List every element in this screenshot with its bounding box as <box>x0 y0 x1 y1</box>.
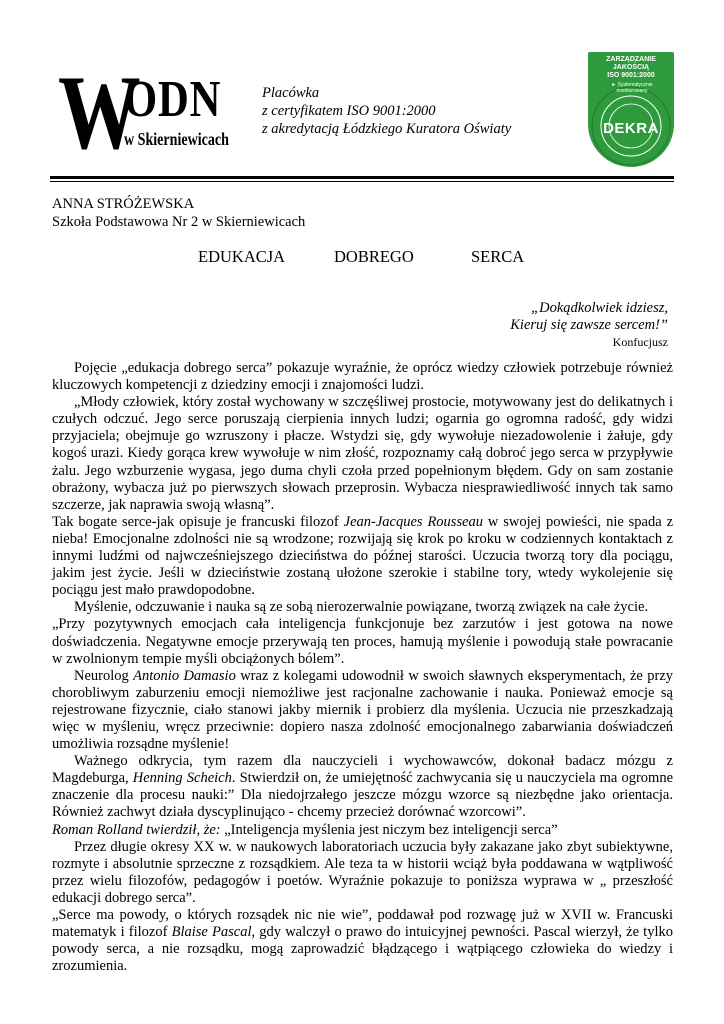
badge-title <box>598 56 664 80</box>
title-word: EDUKACJA <box>198 247 286 266</box>
author-name: ANNA STRÓŻEWSKA <box>52 196 195 212</box>
paragraph <box>52 514 673 599</box>
article-title <box>198 247 524 267</box>
motto <box>510 300 668 350</box>
text-run: Roman Rolland twierdził, że: <box>52 821 225 838</box>
badge-brand: DEKRA <box>603 120 659 137</box>
paragraph: „Przy pozytywnych emocjach cała inteligencja funkcjonuje bez zarzutów i jest gotowa na nowe doświadczenia. Negatywne emocje przerywają ten proces, hamują myślenie i powodują stałe powracanie w zwolnionym tempie myśli obciążonych bólem”. <box>52 616 673 667</box>
badge-systems: ► Systematycznie monitorowany <box>611 82 653 94</box>
person-name: Jean-Jacques Rousseau <box>343 513 484 530</box>
motto-line: Kieruj się zawsze sercem!” <box>510 317 668 333</box>
text-run: Ważnego odkrycia, tym razem dla nauczycieli i wychowawców, dokonał badacz mózgu z Magdeburga, <box>52 753 673 787</box>
paragraph <box>52 753 673 821</box>
iso-certification-badge <box>586 50 676 168</box>
text-run: . Stwierdził on, że umiejętność zachwycania się u nauczyciela ma ogromne znaczenie dla procesu nauki:” Dla niedojrzałego jeszcze mózgu wzorce są niezbędne jako orientacja. Również zachwyt działa dyscyplinująco - chcemy przecież dorównać wzorcowi”. <box>52 770 673 821</box>
paragraph <box>52 822 673 839</box>
person-name: Henning Scheich <box>132 770 232 787</box>
motto-author: Konfucjusz <box>612 335 668 349</box>
article-body <box>52 360 673 975</box>
paragraph <box>52 907 673 975</box>
badge-line: ISO 9001:2000 <box>607 72 655 79</box>
title-word: SERCA <box>471 247 525 266</box>
badge-line: JAKOŚCIĄ <box>612 64 650 71</box>
text-run: „Inteligencja myślenia jest niczym bez inteligencji serca” <box>224 821 558 838</box>
header-info <box>262 84 511 138</box>
header-info-line: z akredytacją Łódzkiego Kuratora Oświaty <box>262 121 512 137</box>
header-info-line: Placówka <box>262 85 320 101</box>
text-run: Neurolog <box>74 667 134 684</box>
paragraph <box>52 668 673 753</box>
text-run: wraz z kolegami udowodnił w swoich sławnych eksperymentach, że przy chorobliwym zaburzeniu emocji niemożliwe jest racjonalne zachowanie i nauka. Ponieważ emocje są rejestrowane fizycznie, ciało stanowi jakby miernik i probierz dla myślenia. Uczucia nie przeszkadzają więc w myśleniu, wręcz przeciwnie: dopiero nasza zdolność emocjonalnego zabarwiania doświadczeń umożliwia rozsądne myślenie! <box>52 667 674 753</box>
title-word: DOBREGO <box>334 247 414 266</box>
paragraph: Myślenie, odczuwanie i nauka są ze sobą nierozerwalnie powiązane, tworzą związek na całe życie. <box>74 599 649 616</box>
logo-subtitle: w Skierniewicach <box>124 129 229 149</box>
text-run: Tak bogate serce-jak opisuje je francuski filozof <box>52 513 344 530</box>
paragraph: Pojęcie „edukacja dobrego serca” pokazuje wyraźnie, że oprócz wiedzy człowiek potrzebuje również kluczowych kompetencji z dziedziny emocji i znajomości ludzi. <box>52 360 673 394</box>
text-run: w swojej powieści, nie spada z nieba! Emocjonalne zdolności nie są wrodzone; rozwijają się krok po kroku w codziennych kontaktach z innymi ludźmi od najwcześniejszego dzieciństwa do późnej starości. Uczucia tworzą tory dla pociągu, jakim jest życie. Jeśli w dzieciństwie zostaną ułożone szerokie i stabilne tory, wtedy wykolejenie się pociągu jest mało prawdopodobne. <box>52 513 674 599</box>
wodn-logo <box>58 54 248 171</box>
header-info-line: z certyfikatem ISO 9001:2000 <box>262 103 436 119</box>
logo-letter-w: W <box>58 54 138 171</box>
paragraph: Przez długie okresy XX w. w naukowych laboratoriach uczucia były zakazane jako zbyt subiektywne, rozmyte i absolutnie sprzeczne z rozsądkiem. Ale teza ta w historii wciąż była poddawana w wątpliwość przez wielu filozofów, pedagogów i poetów. Wyraźnie pokazuje to poniższa wyprawa w „ przeszłość edukacji dobrego serca”. <box>52 838 673 906</box>
text-run: , gdy walczył o prawo do intuicyjnej pewności. Pascal wierzył, że tylko powody serca, a nie rozsądku, mogą zaprowadzić błądzącego i wątpiącego człowieka do wiedzy i zrozumienia. <box>52 924 673 975</box>
motto-line: „Dokądkolwiek idziesz, <box>531 300 668 316</box>
paragraph: „Młody człowiek, który został wychowany w szczęśliwej prostocie, motywowany jest do delikatnych i czułych odczuć. Jego serce poruszają cierpienia innych ludzi; ogarnia go ogromna radość, gdy widzi przyjaciela; obejmuje go wzruszony i płacze. Wstydzi się, gdy wywołuje niezadowolenie i żałuje, gdy kogoś urazi. Kiedy gorąca krew wywołuje w nim złość, rozpoznamy całą dobroć jego serca w przypływie żalu. Jego wzburzenie wygasa, jego duma chyli czoła przed popełnionym błędem. Gdy on sam zostanie obrażony, wybacza już po pierwszych słowach przeprosin. Wybacza niesprawiedliwość innych tak samo szczerze, jak naprawia swoją własną”. <box>52 394 673 513</box>
author-school: Szkoła Podstawowa Nr 2 w Skierniewicach <box>52 214 306 230</box>
logo-odn: ODN <box>124 71 222 128</box>
author-block <box>52 195 305 231</box>
person-name: Blaise Pascal <box>171 924 252 941</box>
person-name: Antonio Damasio <box>133 667 236 684</box>
badge-line: ZARZĄDZANIE <box>606 56 656 63</box>
header-divider <box>50 176 674 182</box>
text-run: „Serce ma powody, o których rozsądek nic nie wie”, poddawał pod rozwagę już w XVII w. Francuski matematyk i filozof <box>52 907 673 941</box>
